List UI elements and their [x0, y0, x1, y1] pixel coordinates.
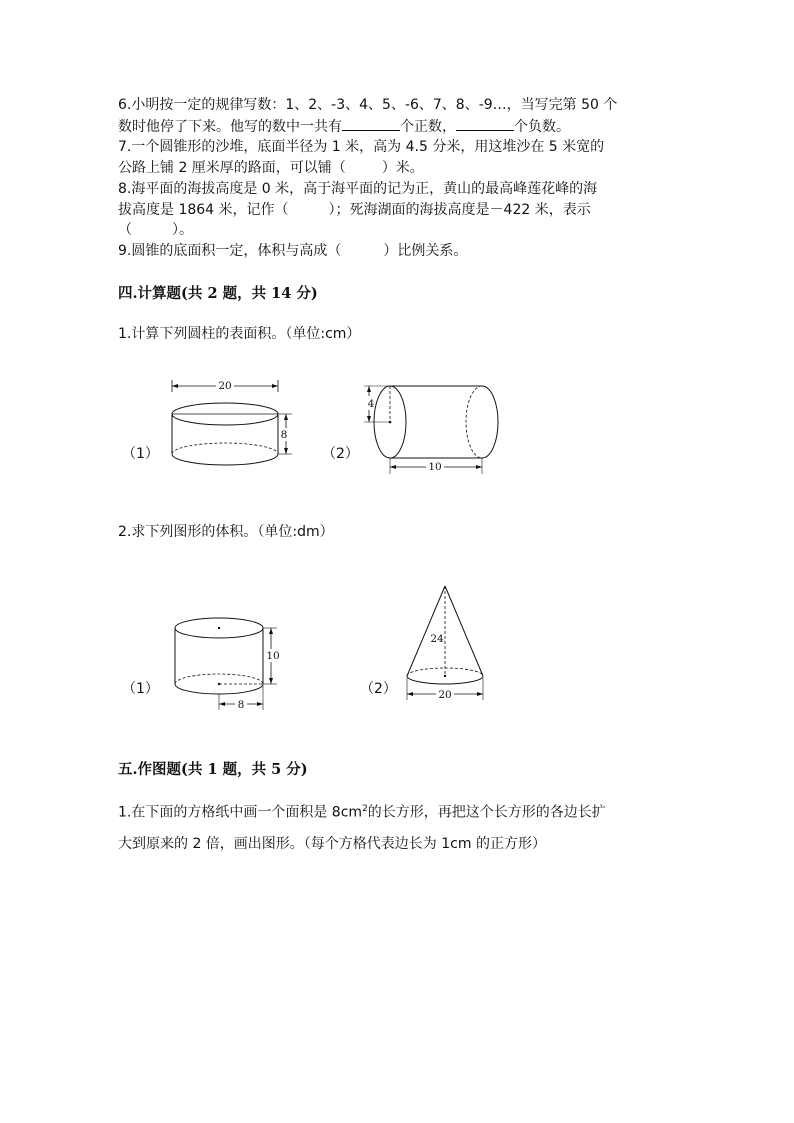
section5-title: 五.作图题(共 1 题，共 5 分)	[118, 761, 308, 778]
cylinder-figure-horizontal	[362, 380, 502, 480]
section4-title: 四.计算题(共 2 题，共 14 分)	[118, 285, 318, 302]
dim-diameter: 20	[218, 380, 232, 392]
cone-figure	[400, 584, 500, 704]
dim-height: 10	[266, 650, 280, 662]
q9-line1: 9.圆锥的底面积一定，体积与高成（ ）比例关系。	[118, 243, 468, 259]
s4-q1-fig2-label: （2）	[322, 446, 359, 462]
q7-line1: 7.一个圆锥形的沙堆，底面半径为 1 米，高为 4.5 分米，用这堆沙在 5 米宽的	[118, 139, 605, 155]
s4-q1-text: 1.计算下列圆柱的表面积。（单位:cm）	[118, 326, 361, 342]
s4-q1-fig1-label: （1）	[122, 446, 159, 462]
dim-length: 10	[428, 461, 442, 473]
dim-height: 8	[280, 429, 288, 441]
q8-line2: 拔高度是 1864 米，记作（ ）；死海湖面的海拔高度是－422 米，表示	[118, 202, 591, 218]
q6-line1: 6.小明按一定的规律写数：1、2、-3、4、5、-6、7、8、-9…，当写完第 50 个	[118, 97, 618, 113]
q7-line2: 公路上铺 2 厘米厚的路面，可以铺（ ）米。	[118, 160, 424, 176]
s4-q2-fig2-label: （2）	[360, 681, 397, 697]
cylinder-figure-volume	[165, 612, 295, 716]
q6-positive-blank[interactable]	[342, 116, 400, 131]
s4-q2-text: 2.求下列图形的体积。（单位:dm）	[118, 524, 334, 540]
cylinder-figure-upright	[160, 378, 300, 470]
dim-radius: 4	[367, 398, 375, 410]
dim-diameter: 20	[438, 689, 452, 701]
q8-line1: 8.海平面的海拔高度是 0 米，高于海平面的记为正，黄山的最高峰莲花峰的海	[118, 181, 598, 197]
s5-q1-line2: 大到原来的 2 倍，画出图形。（每个方格代表边长为 1cm 的正方形）	[118, 836, 546, 852]
q6-line2: 数时他停了下来。他写的数中一共有 个正数， 个负数。	[118, 116, 570, 137]
dim-height: 24	[430, 633, 444, 645]
q8-line3: （ ）。	[118, 222, 193, 238]
q6-negative-blank[interactable]	[456, 116, 514, 131]
dim-radius: 8	[237, 699, 245, 711]
s5-q1-line1: 1.在下面的方格纸中画一个面积是 $8cm^2$的长方形，再把这个长方形的各边长扩	[118, 804, 606, 821]
s4-q2-fig1-label: （1）	[122, 681, 159, 697]
